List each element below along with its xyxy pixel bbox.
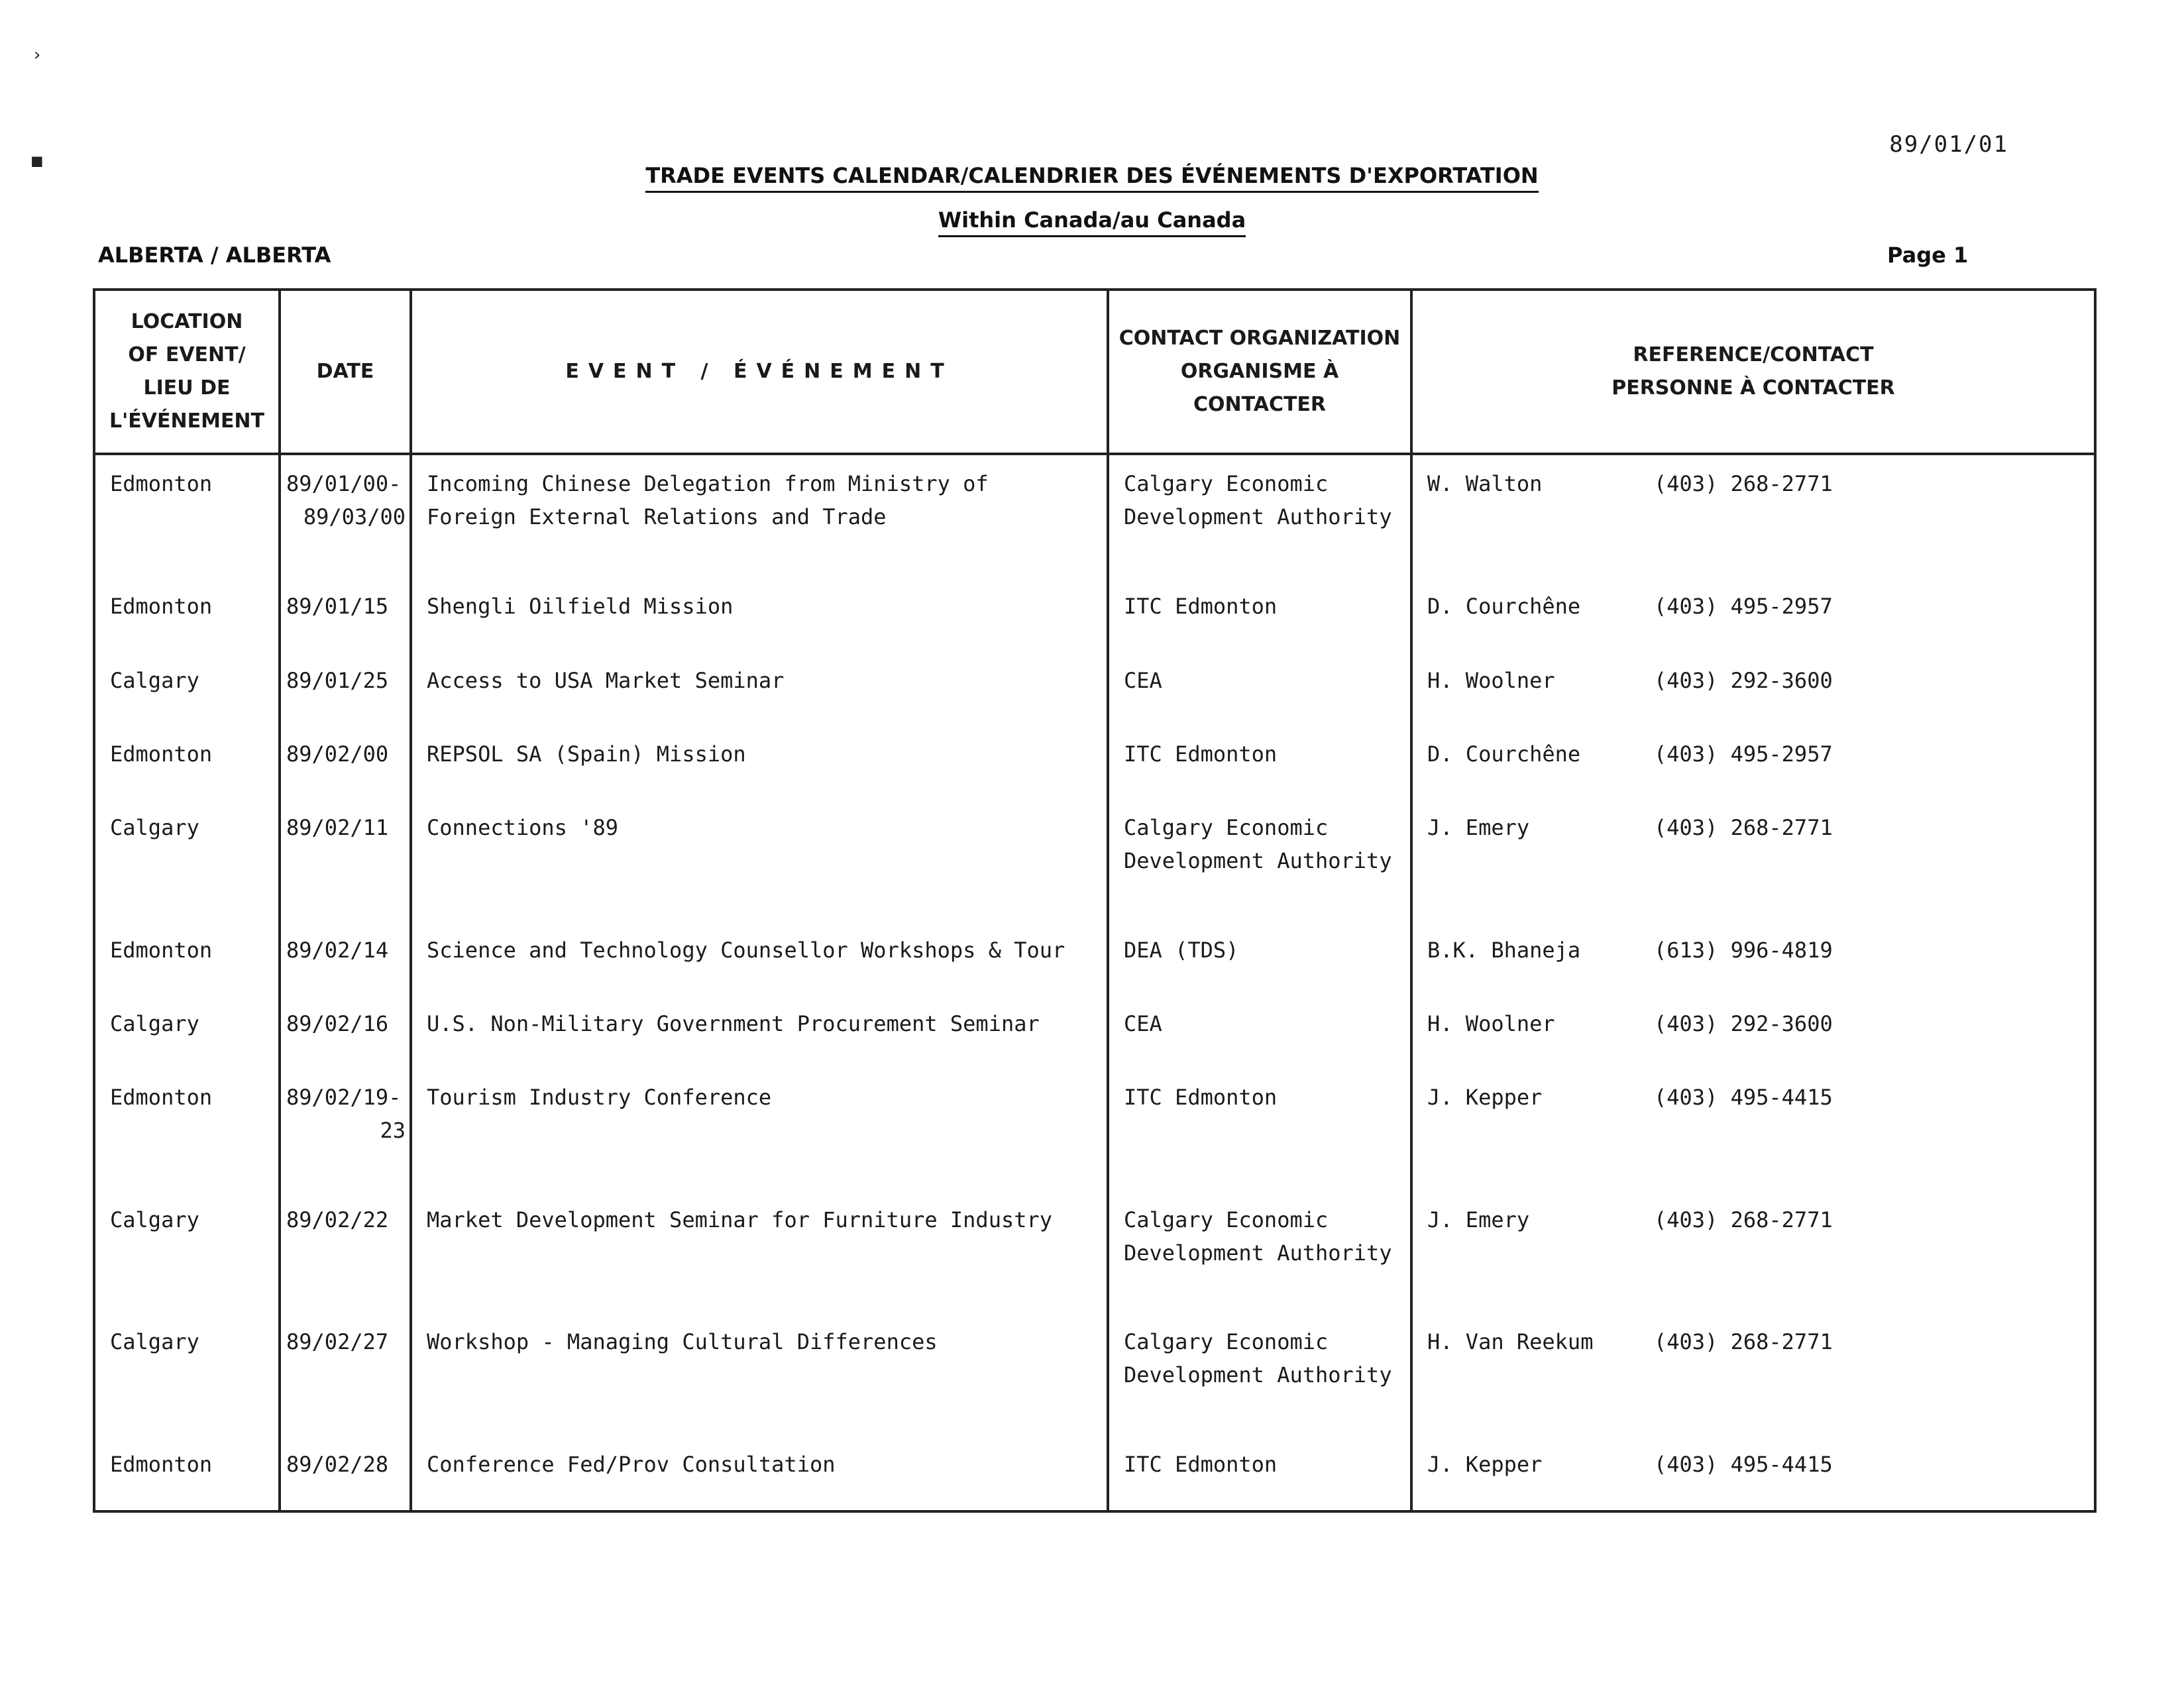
contact-phone: (403) 495-2957 <box>1654 594 1833 620</box>
cell-contact-org: Calgary Economic Development Authority <box>1108 454 1411 578</box>
cell-contact-org: Calgary Economic Development Authority <box>1108 1313 1411 1435</box>
cell-reference <box>1411 652 2095 726</box>
column-header-location: LOCATION OF EVENT/ LIEU DE L'ÉVÉNEMENT <box>94 290 280 454</box>
date-start: 89/02/22 <box>286 1207 389 1232</box>
contact-name: H. Van Reekum <box>1427 1329 1594 1355</box>
date-start: 89/02/28 <box>286 1451 389 1477</box>
cell-date <box>280 1191 411 1313</box>
date-start: 89/02/14 <box>286 937 389 963</box>
cell-event: Workshop - Managing Cultural Differences <box>411 1313 1108 1435</box>
cell-contact-org: Calgary Economic Development Authority <box>1108 799 1411 921</box>
date-start: 89/01/15 <box>286 594 389 620</box>
cell-reference <box>1411 1436 2095 1509</box>
contact-phone: (403) 292-3600 <box>1654 1010 1833 1036</box>
cell-date <box>280 1436 411 1509</box>
date-start: 89/01/00- <box>286 471 402 496</box>
date-end: 89/03/00 <box>303 504 406 529</box>
cell-event: Conference Fed/Prov Consultation <box>411 1436 1108 1509</box>
table-row <box>94 799 2095 921</box>
column-header-date: DATE <box>280 290 411 454</box>
contact-phone: (403) 292-3600 <box>1654 667 1833 693</box>
cell-reference <box>1411 799 2095 921</box>
column-header-reference: REFERENCE/CONTACT PERSONNE À CONTACTER <box>1411 290 2095 454</box>
contact-name: W. Walton <box>1427 471 1543 496</box>
table-row <box>94 995 2095 1069</box>
cell-reference <box>1411 454 2095 578</box>
cell-date <box>280 1069 411 1191</box>
cell-location: Edmonton <box>94 726 280 799</box>
table-row <box>94 1191 2095 1313</box>
cell-date <box>280 454 411 578</box>
cell-event: Science and Technology Counsellor Workshops & Tour <box>411 922 1108 995</box>
cell-date <box>280 799 411 921</box>
cell-date <box>280 1313 411 1435</box>
cell-reference <box>1411 995 2095 1069</box>
cell-location: Edmonton <box>94 1069 280 1191</box>
cell-contact-org: ITC Edmonton <box>1108 1436 1411 1509</box>
cell-location: Calgary <box>94 799 280 921</box>
cell-event: REPSOL SA (Spain) Mission <box>411 726 1108 799</box>
column-header-event: EVENT / ÉVÉNEMENT <box>411 290 1108 454</box>
cell-event: U.S. Non-Military Government Procurement Seminar <box>411 995 1108 1069</box>
cell-reference <box>1411 1191 2095 1313</box>
date-end: 23 <box>380 1118 406 1144</box>
document-subtitle <box>0 207 2184 233</box>
contact-phone: (403) 495-4415 <box>1654 1451 1833 1477</box>
cell-event: Tourism Industry Conference <box>411 1069 1108 1191</box>
table-row <box>94 726 2095 799</box>
cell-contact-org: CEA <box>1108 652 1411 726</box>
cell-contact-org: ITC Edmonton <box>1108 578 1411 651</box>
date-start: 89/02/16 <box>286 1010 389 1036</box>
cell-reference <box>1411 1069 2095 1191</box>
date-start: 89/01/25 <box>286 667 389 693</box>
cell-event: Incoming Chinese Delegation from Ministry of Foreign External Relations and Trade <box>411 454 1108 578</box>
document-title <box>0 163 2184 188</box>
cell-reference <box>1411 922 2095 995</box>
cell-location: Calgary <box>94 1313 280 1435</box>
document-date: 89/01/01 <box>1889 131 2008 158</box>
contact-phone: (403) 268-2771 <box>1654 471 1833 496</box>
contact-phone: (613) 996-4819 <box>1654 937 1833 963</box>
contact-name: B.K. Bhaneja <box>1427 937 1581 963</box>
cell-location: Calgary <box>94 652 280 726</box>
cell-contact-org: ITC Edmonton <box>1108 1069 1411 1191</box>
contact-phone: (403) 268-2771 <box>1654 1207 1833 1232</box>
margin-mark: ■ <box>32 151 42 171</box>
table-row <box>94 454 2095 578</box>
contact-phone: (403) 495-2957 <box>1654 741 1833 767</box>
contact-name: J. Emery <box>1427 815 1530 841</box>
cell-contact-org: CEA <box>1108 995 1411 1069</box>
contact-name: J. Emery <box>1427 1207 1530 1232</box>
cell-location: Edmonton <box>94 1436 280 1509</box>
cell-reference <box>1411 578 2095 651</box>
table-filler-row <box>94 1509 2095 1511</box>
cell-event: Connections '89 <box>411 799 1108 921</box>
table-row <box>94 652 2095 726</box>
contact-name: J. Kepper <box>1427 1085 1543 1111</box>
date-start: 89/02/19- <box>286 1085 402 1111</box>
margin-mark: › <box>32 45 42 65</box>
cell-location: Calgary <box>94 995 280 1069</box>
cell-date <box>280 922 411 995</box>
cell-date <box>280 578 411 651</box>
province-label: ALBERTA / ALBERTA <box>98 243 331 268</box>
date-start: 89/02/00 <box>286 741 389 767</box>
table-row <box>94 922 2095 995</box>
contact-name: H. Woolner <box>1427 667 1555 693</box>
document-title-text: TRADE EVENTS CALENDAR/CALENDRIER DES ÉVÉNEMENTS D'EXPORTATION <box>645 163 1538 193</box>
cell-event: Market Development Seminar for Furniture Industry <box>411 1191 1108 1313</box>
cell-event: Access to USA Market Seminar <box>411 652 1108 726</box>
contact-name: D. Courchêne <box>1427 741 1581 767</box>
cell-contact-org: DEA (TDS) <box>1108 922 1411 995</box>
cell-location: Calgary <box>94 1191 280 1313</box>
cell-reference <box>1411 1313 2095 1435</box>
cell-contact-org: Calgary Economic Development Authority <box>1108 1191 1411 1313</box>
cell-location: Edmonton <box>94 454 280 578</box>
cell-date <box>280 995 411 1069</box>
date-start: 89/02/11 <box>286 815 389 841</box>
table-row <box>94 1313 2095 1435</box>
contact-phone: (403) 268-2771 <box>1654 815 1833 841</box>
cell-event: Shengli Oilfield Mission <box>411 578 1108 651</box>
page-number: Page 1 <box>1887 243 1969 268</box>
document-subtitle-text: Within Canada/au Canada <box>938 207 1246 237</box>
table-row <box>94 1436 2095 1509</box>
date-start: 89/02/27 <box>286 1329 389 1355</box>
table-row <box>94 1069 2095 1191</box>
cell-location: Edmonton <box>94 922 280 995</box>
contact-phone: (403) 268-2771 <box>1654 1329 1833 1355</box>
cell-contact-org: ITC Edmonton <box>1108 726 1411 799</box>
column-header-contact-org: CONTACT ORGANIZATION ORGANISME À CONTACTER <box>1108 290 1411 454</box>
table-header-row <box>94 290 2095 454</box>
table-row <box>94 578 2095 651</box>
cell-date <box>280 652 411 726</box>
contact-phone: (403) 495-4415 <box>1654 1085 1833 1111</box>
cell-date <box>280 726 411 799</box>
contact-name: J. Kepper <box>1427 1451 1543 1477</box>
cell-reference <box>1411 726 2095 799</box>
cell-location: Edmonton <box>94 578 280 651</box>
events-table <box>93 288 2097 1513</box>
contact-name: H. Woolner <box>1427 1010 1555 1036</box>
contact-name: D. Courchêne <box>1427 594 1581 620</box>
